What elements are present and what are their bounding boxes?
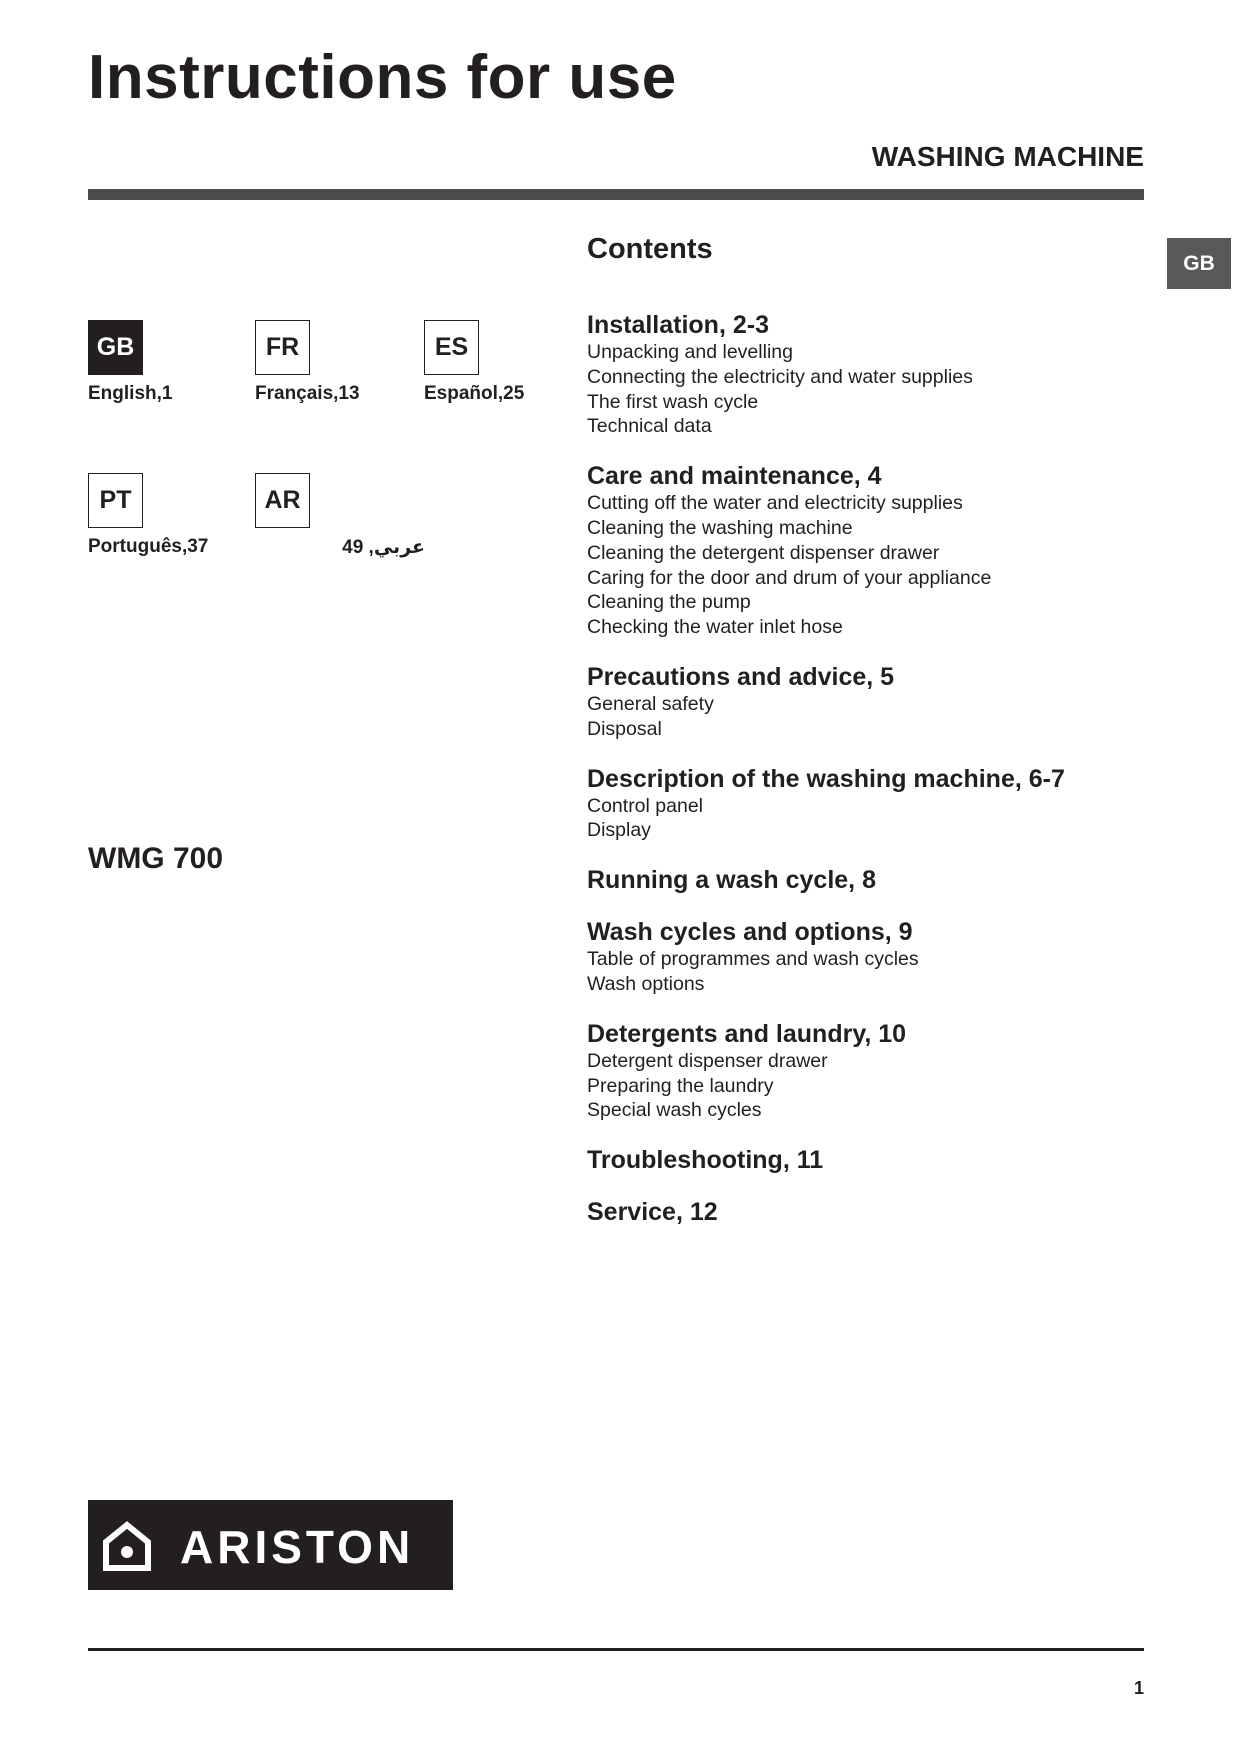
language-pt[interactable] xyxy=(88,473,258,558)
toc-item[interactable]: Display xyxy=(587,819,651,842)
language-code-box: ES xyxy=(424,320,479,375)
footer-rule xyxy=(88,1648,1144,1651)
toc-section xyxy=(587,662,1147,742)
toc-section xyxy=(587,310,1147,439)
toc-item[interactable]: Cleaning the detergent dispenser drawer xyxy=(587,541,940,564)
toc-item[interactable]: Cleaning the washing machine xyxy=(587,516,853,539)
toc-heading[interactable]: Wash cycles and options, 9 xyxy=(587,918,913,947)
toc-item[interactable]: General safety xyxy=(587,692,714,715)
document-title: Instructions for use xyxy=(88,43,677,112)
toc-item[interactable]: Wash options xyxy=(587,972,705,995)
house-icon xyxy=(102,1520,152,1572)
toc-item[interactable]: Cleaning the pump xyxy=(587,591,751,614)
toc-item[interactable]: Preparing the laundry xyxy=(587,1074,774,1097)
language-code-box: AR xyxy=(255,473,310,528)
toc-item[interactable]: The first wash cycle xyxy=(587,390,759,413)
toc-item[interactable]: Cutting off the water and electricity supplies xyxy=(587,492,963,515)
toc-heading[interactable]: Running a wash cycle, 8 xyxy=(587,866,876,895)
language-label: English,1 xyxy=(88,383,173,404)
header-rule xyxy=(88,189,1144,200)
toc-item[interactable]: Connecting the electricity and water supplies xyxy=(587,365,973,388)
language-label: Español,25 xyxy=(424,383,525,404)
toc-item[interactable]: Special wash cycles xyxy=(587,1099,762,1122)
toc-item[interactable]: Technical data xyxy=(587,415,712,438)
language-label: Français,13 xyxy=(255,383,360,404)
toc-item[interactable]: Table of programmes and wash cycles xyxy=(587,948,919,971)
toc-item[interactable]: Control panel xyxy=(587,794,703,817)
brand-logo xyxy=(88,1500,453,1590)
toc-section xyxy=(587,461,1147,640)
language-ar[interactable] xyxy=(255,473,425,559)
toc-section xyxy=(587,917,1147,997)
contents-title: Contents xyxy=(587,233,713,265)
language-label: Português,37 xyxy=(88,536,209,557)
toc-section xyxy=(587,865,1147,895)
toc-item[interactable]: Unpacking and levelling xyxy=(587,341,793,363)
toc-section xyxy=(587,1019,1147,1123)
page-number: 1 xyxy=(1133,1678,1144,1698)
toc-heading[interactable]: Detergents and laundry, 10 xyxy=(587,1019,907,1048)
toc-section xyxy=(587,764,1147,844)
language-fr[interactable] xyxy=(255,320,425,405)
model-number: WMG 700 xyxy=(88,842,224,875)
language-label: عربي, 49 xyxy=(342,537,425,558)
language-code-box: GB xyxy=(88,320,143,375)
toc-item[interactable]: Checking the water inlet hose xyxy=(587,616,843,639)
language-es[interactable] xyxy=(424,320,594,405)
toc-heading[interactable]: Care and maintenance, 4 xyxy=(587,462,882,491)
toc-item[interactable]: Caring for the door and drum of your appliance xyxy=(587,566,992,589)
toc-section xyxy=(587,1145,1147,1175)
toc-heading[interactable]: Troubleshooting, 11 xyxy=(587,1146,824,1175)
side-language-tab: GB xyxy=(1167,238,1231,289)
language-gb[interactable] xyxy=(88,320,258,405)
brand-name: ARISTON xyxy=(180,1521,415,1573)
product-type: WASHING MACHINE xyxy=(871,141,1144,172)
language-code-box: FR xyxy=(255,320,310,375)
toc-heading[interactable]: Precautions and advice, 5 xyxy=(587,662,895,691)
toc-heading[interactable]: Service, 12 xyxy=(587,1198,718,1227)
toc-heading[interactable]: Installation, 2-3 xyxy=(587,311,769,339)
toc-section xyxy=(587,1197,1147,1227)
toc-item[interactable]: Disposal xyxy=(587,717,662,740)
table-of-contents xyxy=(587,310,1147,1249)
toc-item[interactable]: Detergent dispenser drawer xyxy=(587,1049,828,1072)
toc-heading[interactable]: Description of the washing machine, 6-7 xyxy=(587,764,1065,793)
language-code-box: PT xyxy=(88,473,143,528)
